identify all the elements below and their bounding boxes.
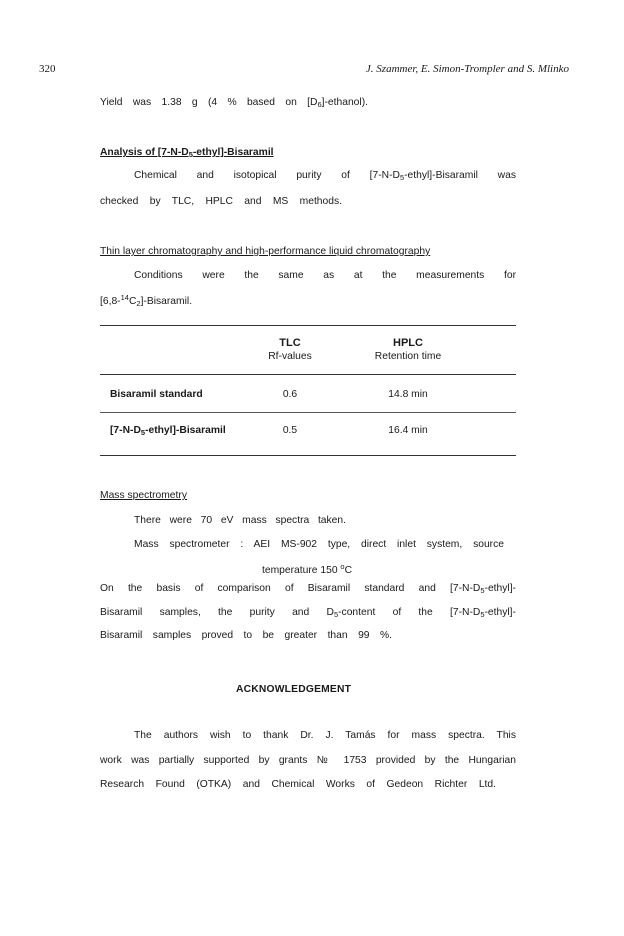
analysis-line-2: checked by TLC, HPLC and MS methods. bbox=[100, 196, 342, 207]
yield-line: Yield was 1.38 g (4 % based on $[D_6]-ethanol$). bbox=[100, 97, 368, 109]
table-header-hplc: HPLC bbox=[393, 337, 423, 349]
mass-spec-para-line-2: Bisaramil samples, the purity and $D_5$-content of the $[7-N-D_5-ethyl]-$ bbox=[100, 607, 516, 619]
acknowledgement-line-1: The authors wish to thank Dr. J. Tamás for mass spectra. This bbox=[134, 730, 516, 741]
mass-spec-line-3: temperature 150 $^o$C bbox=[262, 562, 353, 576]
table-row-1-label: Bisaramil standard bbox=[110, 389, 203, 400]
table-row-2-tlc: 0.5 bbox=[282, 425, 298, 436]
table-header-hplc-sub: Retention time bbox=[374, 351, 442, 362]
table-row-2-label: $[7-N-D_5-ethyl]$-Bisaramil bbox=[110, 425, 226, 437]
mass-spec-line-2: Mass spectrometer : AEI MS-902 type, direct inlet system, source bbox=[134, 539, 504, 550]
table-row-rule bbox=[100, 412, 516, 413]
mass-spec-heading: Mass spectrometry bbox=[100, 490, 187, 501]
table-bottom-rule bbox=[100, 455, 516, 456]
running-header-authors: J. Szammer, E. Simon-Trompler and S. Mlinko bbox=[365, 63, 569, 75]
table-row-1-hplc: 14.8 min bbox=[388, 389, 428, 400]
acknowledgement-line-2: work was partially supported by grants № 1753 provided by the Hungarian bbox=[100, 755, 516, 766]
acknowledgement-heading: ACKNOWLEDGEMENT bbox=[236, 684, 352, 695]
mass-spec-para-line-3: Bisaramil samples proved to be greater than 99 %. bbox=[100, 630, 392, 641]
chromatography-heading: Thin layer chromatography and high-performance liquid chromatography bbox=[100, 246, 431, 257]
analysis-heading: Analysis of $[7-N-D_5-ethyl]$-Bisaramil bbox=[100, 147, 274, 159]
table-header-rule bbox=[100, 374, 516, 375]
page-number: 320 bbox=[39, 63, 56, 75]
mass-spec-line-1: There were 70 eV mass spectra taken. bbox=[134, 515, 346, 526]
table-row-2-hplc: 16.4 min bbox=[388, 425, 428, 436]
chromatography-line-1: Conditions were the same as at the measurements for bbox=[134, 270, 516, 281]
table-header-tlc-sub: Rf-values bbox=[268, 351, 312, 362]
table-header-tlc: TLC bbox=[279, 337, 301, 349]
table-top-rule bbox=[100, 325, 516, 326]
acknowledgement-line-3: Research Found (OTKA) and Chemical Works of Gedeon Richter Ltd. bbox=[100, 779, 496, 790]
mass-spec-para-line-1: On the basis of comparison of Bisaramil standard and $[7-N-D_5-ethyl]-$ bbox=[100, 583, 516, 595]
chromatography-line-2: $[6,8-^{14}C_2]$-Bisaramil. bbox=[100, 293, 193, 308]
table-row-1-tlc: 0.6 bbox=[282, 389, 298, 400]
analysis-line-1: Chemical and isotopical purity of $[7-N-D_5-ethyl]$-Bisaramil was bbox=[134, 170, 516, 182]
